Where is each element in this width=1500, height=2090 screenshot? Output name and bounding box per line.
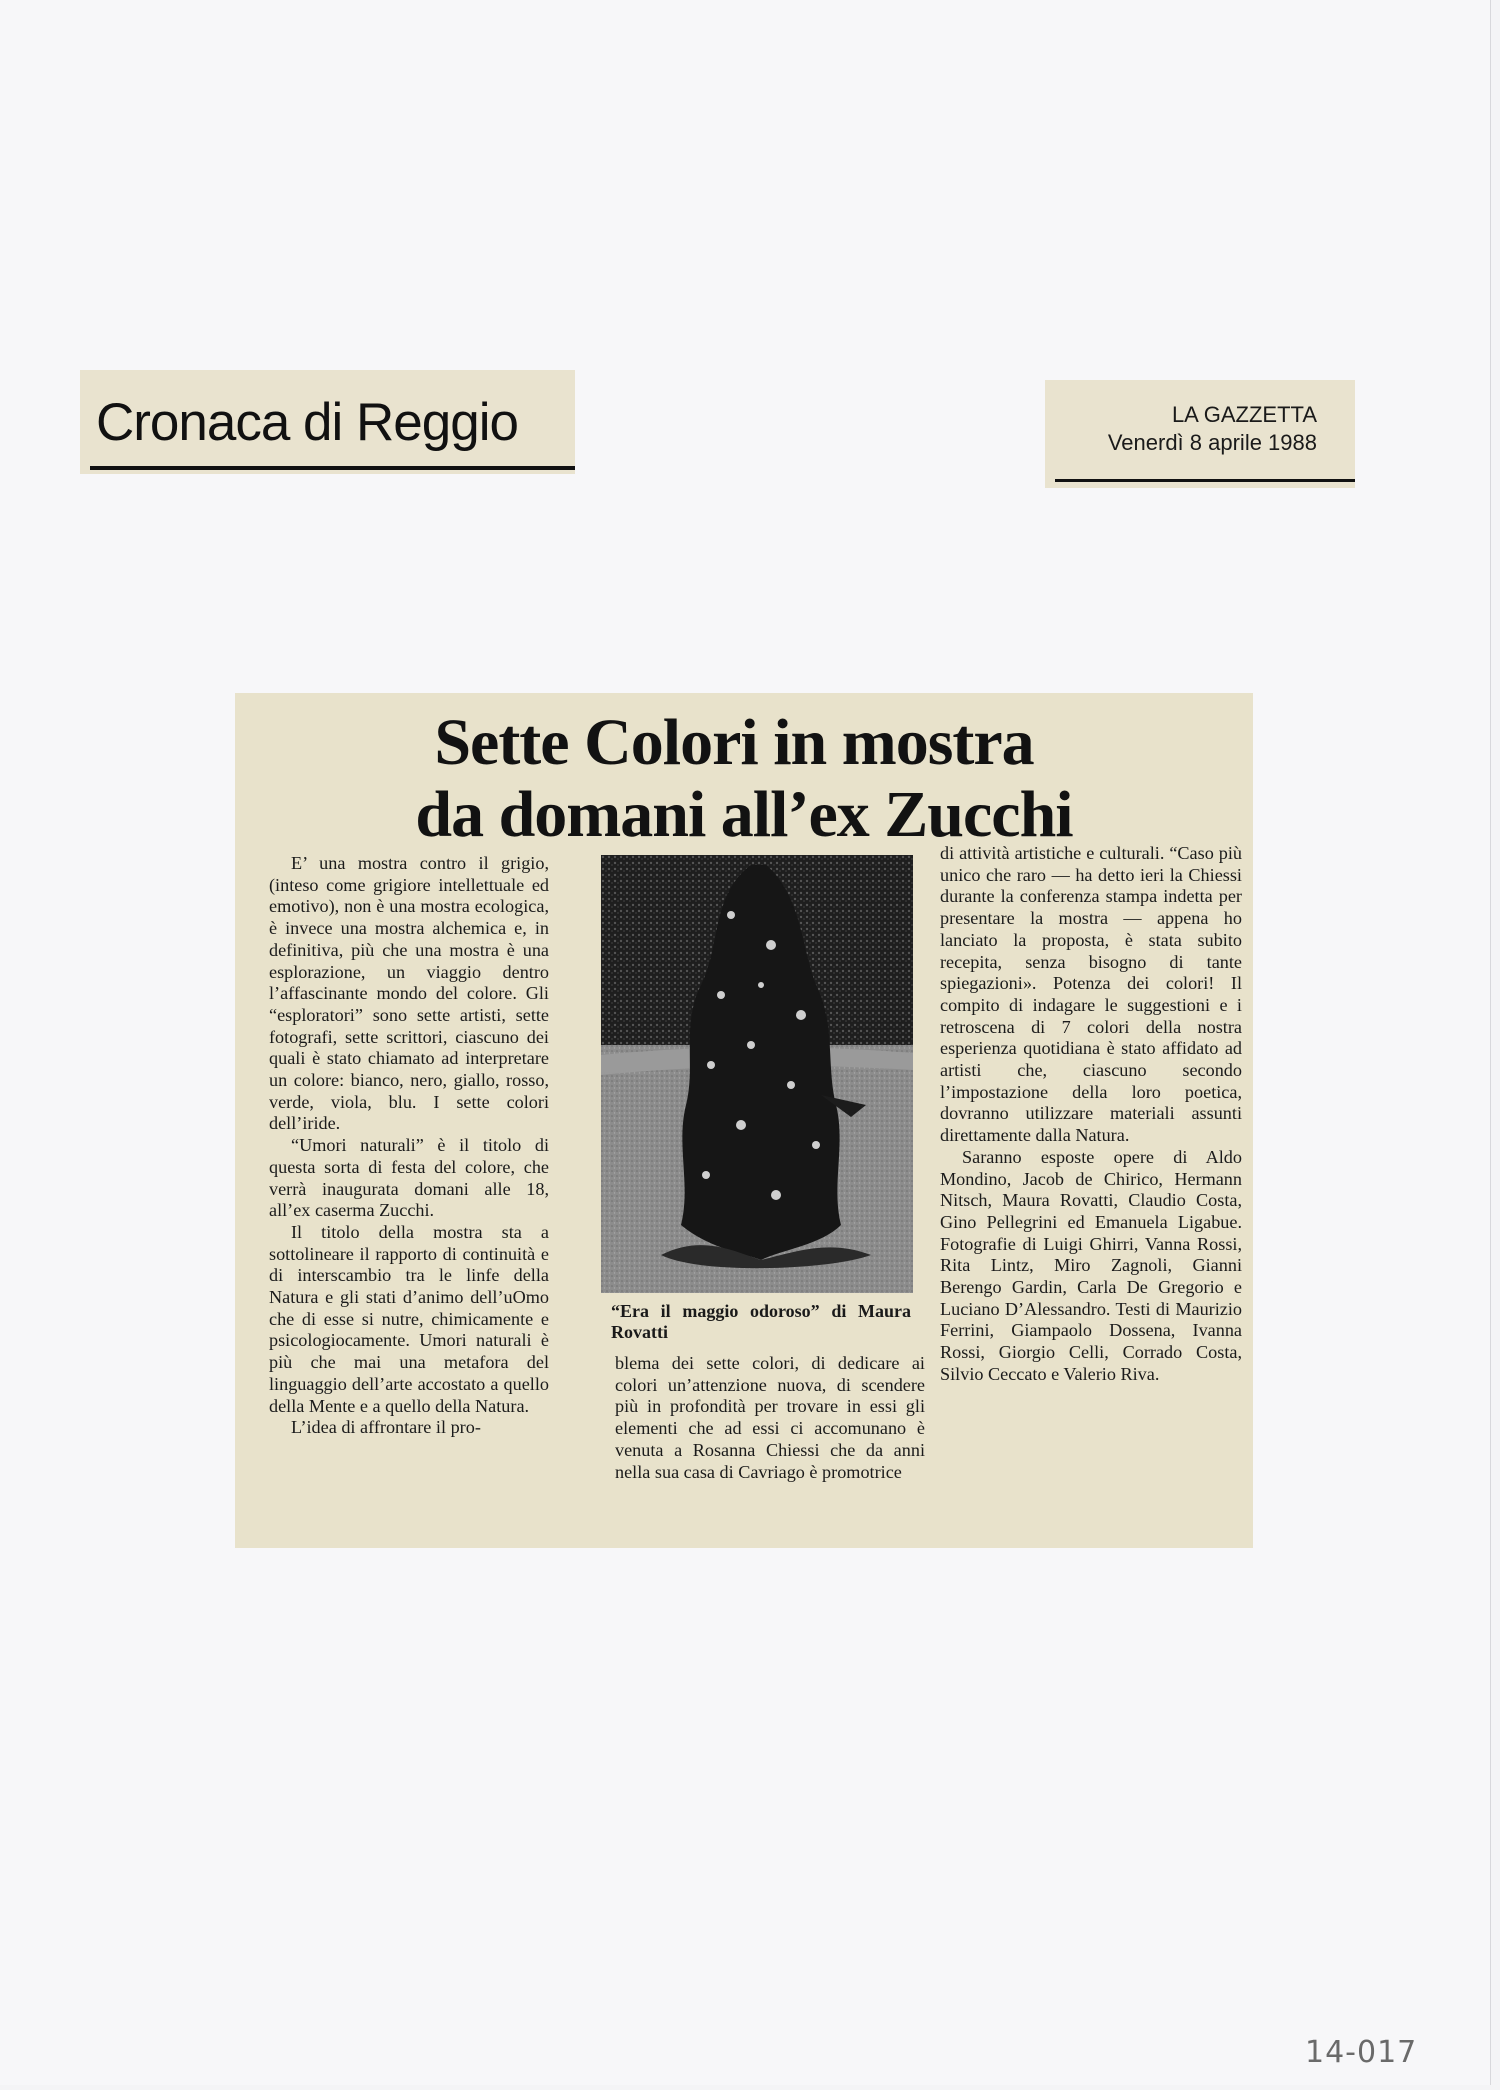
article-clipping	[235, 693, 1253, 1548]
paragraph: di attività artistiche e culturali. “Caso più unico che raro — ha detto ieri la Chiessi durante la conferenza stampa indetta per presentare la mostra — appena ho lanciato la proposta, è stata subito recepita, senza bisogno di tante spiegazioni». Potenza dei colori! Il compito di indagare le suggestioni e i retroscena di 7 colori della nostra esperienza quotidiana è stato affidato ad artisti che, ciascuno secondo l’impostazione della loro poetica, dovranno utilizzare materiali assunti direttamente dalla Natura.	[940, 843, 1242, 1146]
headline-line-1: Sette Colori in mostra	[434, 706, 1034, 779]
paragraph: Saranno esposte opere di Aldo Mondino, Jacob de Chirico, Hermann Nitsch, Maura Rovatti, Claudio Costa, Gino Pellegrini ed Emanuela Ligabue. Fotografie di Luigi Ghirri, Vanna Rossi, Rita Lintz, Miro Zagnoli, Gianni Berengo Gardin, Carla De Gregorio e Luciano D’Alessandro. Testi di Maurizio Ferrini, Giampaolo Dossena, Ivanna Rossi, Giorgio Celli, Corrado Costa, Silvio Ceccato e Valerio Riva.	[940, 1146, 1242, 1384]
handwritten-archive-number: 14-017	[1305, 2035, 1418, 2070]
section-rule	[90, 466, 575, 470]
article-column-2	[615, 1353, 925, 1483]
paragraph: “Umori naturali” è il titolo di questa sorta di festa del colore, che verrà inaugurata domani alle 18, all’ex caserma Zucchi.	[269, 1135, 549, 1221]
flowering-tree-photo	[601, 855, 913, 1293]
section-header-clipping	[80, 370, 575, 474]
masthead-rule	[1055, 479, 1355, 482]
section-title: Cronaca di Reggio	[96, 393, 518, 452]
newspaper-name: LA GAZZETTA	[1171, 402, 1317, 427]
article-column-1	[269, 853, 549, 1439]
masthead-clipping	[1045, 380, 1355, 488]
paragraph: E’ una mostra contro il grigio, (inteso come grigiore intellettuale ed emotivo), non è una mostra ecologica, è invece una mostra alchemica e, in definitiva, più che una mostra è una esplorazione, un viaggio dentro l’affascinante mondo del colore. Gli “esploratori” sono sette artisti, sette fotografi, sette scrittori, ciascuno dei quali è stato chiamato ad interpretare un colore: bianco, nero, giallo, rosso, verde, viola, blu. I sette colori dell’iride.	[269, 853, 549, 1134]
issue-date: Venerdì 8 aprile 1988	[1107, 430, 1317, 455]
photo-caption: “Era il maggio odoroso” di Maura Rovatti	[611, 1301, 911, 1342]
article-column-3	[940, 843, 1242, 1386]
headline-line-2: da domani all’ex Zucchi	[415, 778, 1073, 851]
article-photo	[601, 855, 913, 1293]
paragraph: L’idea di affrontare il pro-	[291, 1417, 481, 1438]
paragraph: blema dei sette colori, di dedicare ai colori un’attenzione nuova, di scendere più in profondità per trovare in essi gli elementi che ad essi ci accomunano è venuta a Rosanna Chiessi che da anni nella sua casa di Cavriago è promotrice	[615, 1353, 925, 1482]
paragraph: Il titolo della mostra sta a sottolineare il rapporto di continuità e di interscambio tra le linfe della Natura e gli stati d’animo dell’uOmo che di esse si nutre, chimicamente e psicologiocamente. Umori naturali è più che mai una metafora del linguaggio dell’arte accostato a quello della Mente e a quello della Natura.	[269, 1221, 549, 1416]
